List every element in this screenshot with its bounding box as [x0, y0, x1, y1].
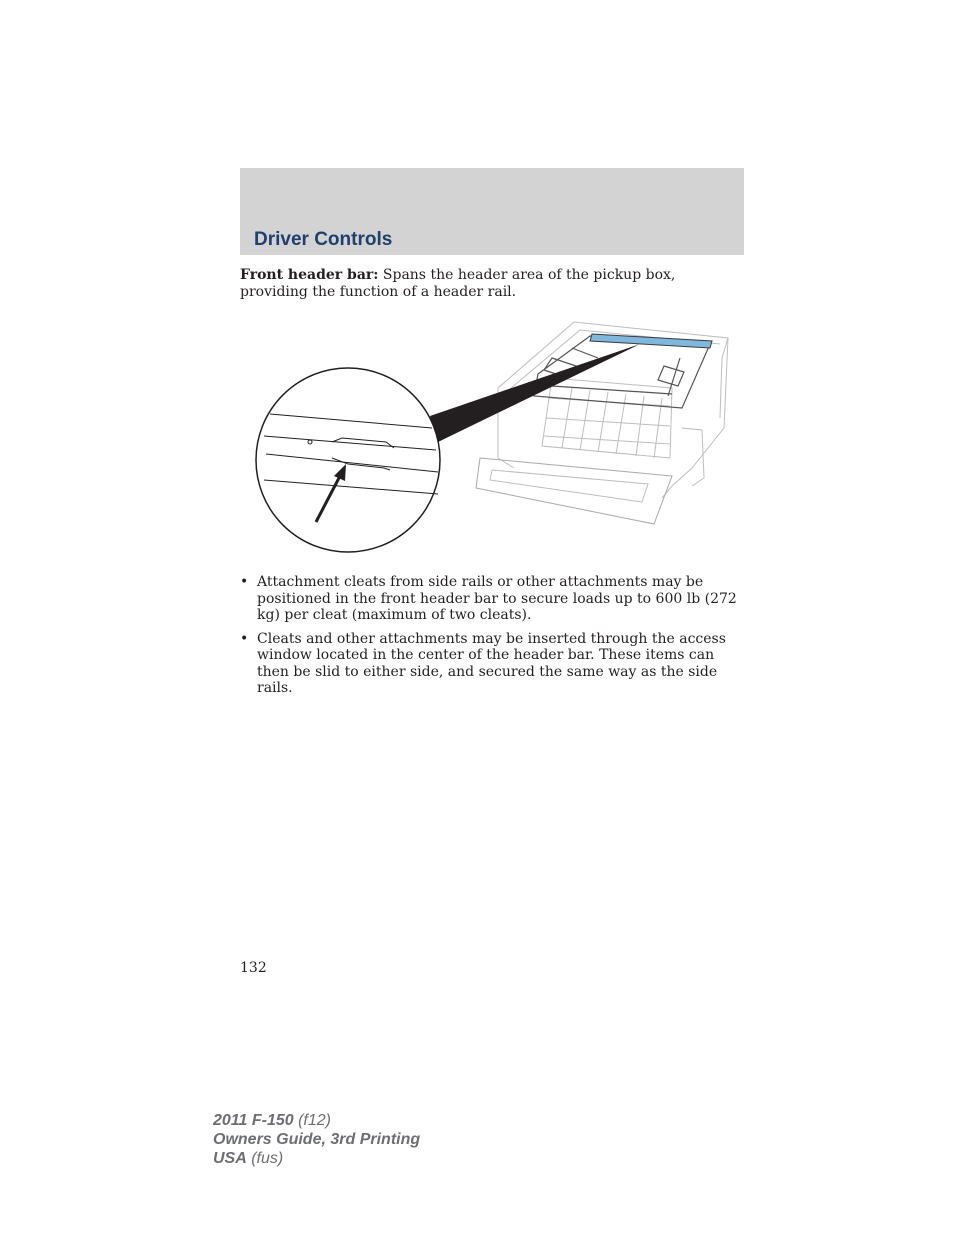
footer-model: 2011 F-150 — [213, 1112, 294, 1129]
callout-wedge — [430, 344, 640, 442]
footer-guide: Owners Guide, 3rd Printing — [213, 1131, 421, 1148]
bullet-text: Attachment cleats from side rails or other attachments may be positioned in the front header bar to secure loads up to 600 lb (272 kg) per cleat (maximum of two cleats). — [257, 574, 737, 623]
footer-market: USA — [213, 1150, 247, 1167]
bullet-text: Cleats and other attachments may be inserted through the access window located in the center of the header bar. These items can then be slid to either side, and secured the same way as the side rails. — [257, 630, 726, 696]
intro-paragraph — [240, 267, 744, 300]
section-header-band — [240, 168, 744, 255]
footer-model-code: (f12) — [293, 1112, 331, 1129]
document-footer — [213, 1111, 420, 1168]
intro-text: Spans the header area of the pickup box, providing the function of a header rail. — [240, 267, 676, 300]
magnifier-circle — [256, 368, 440, 552]
bullet-marker: • — [240, 574, 249, 590]
bullet-list — [240, 574, 744, 704]
page-number: 132 — [240, 960, 267, 976]
bullet-item — [240, 574, 744, 624]
section-title: Driver Controls — [254, 229, 393, 250]
footer-market-code: (fus) — [246, 1150, 284, 1167]
front-header-bar-highlight — [590, 334, 712, 348]
intro-term: Front header bar: — [240, 267, 379, 283]
bullet-marker: • — [240, 630, 249, 647]
pickup-box-drawing — [476, 322, 728, 524]
bullet-item — [240, 631, 744, 697]
pickup-box-header-bar-illustration — [252, 318, 732, 556]
